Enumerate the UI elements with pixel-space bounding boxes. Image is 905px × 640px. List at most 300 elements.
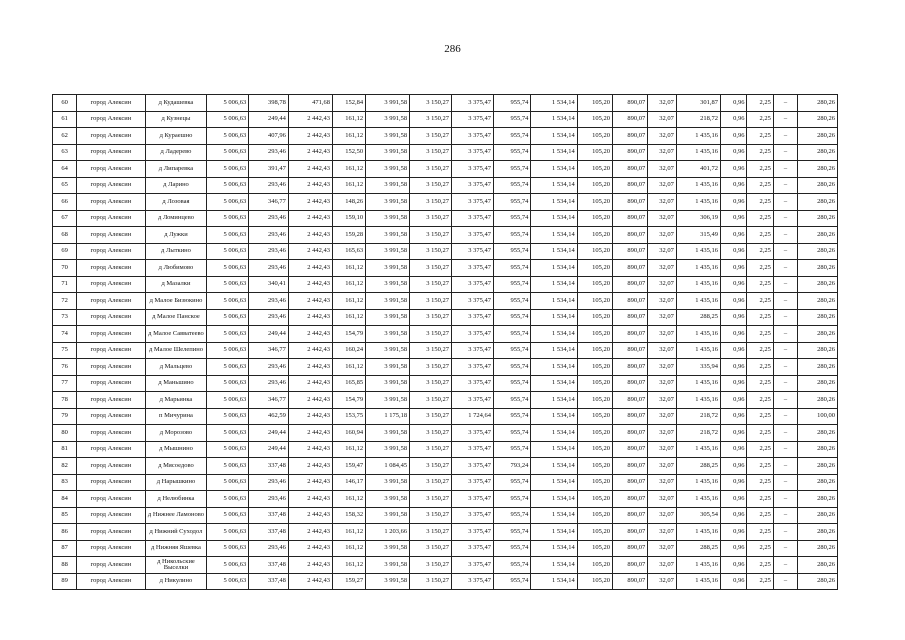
cell-col-18: 2,25 [747, 194, 773, 211]
cell-col-17: 0,96 [721, 194, 747, 211]
cell-col-20: 280,26 [798, 342, 838, 359]
cell-municipality: город Алексин [77, 392, 145, 409]
cell-col-5: 340,41 [249, 276, 289, 293]
cell-col-15: 32,07 [648, 144, 677, 161]
cell-col-12: 1 534,14 [531, 111, 577, 128]
cell-col-20: 280,26 [798, 161, 838, 178]
cell-col-18: 2,25 [747, 524, 773, 541]
cell-col-8: 3 991,58 [366, 573, 410, 590]
cell-col-8: 3 991,58 [366, 392, 410, 409]
cell-col-4: 5 006,63 [207, 227, 249, 244]
cell-col-19: – [773, 359, 797, 376]
cell-col-14: 890,07 [612, 392, 647, 409]
cell-col-10: 3 375,47 [452, 161, 494, 178]
cell-settlement: д Мальцево [145, 359, 207, 376]
cell-col-5: 249,44 [249, 425, 289, 442]
cell-col-20: 280,26 [798, 557, 838, 574]
cell-col-11: 955,74 [493, 128, 530, 145]
cell-settlement: д Ломинцево [145, 210, 207, 227]
cell-row-number: 85 [53, 507, 77, 524]
cell-col-7: 152,50 [333, 144, 366, 161]
cell-col-4: 5 006,63 [207, 458, 249, 475]
cell-col-18: 2,25 [747, 243, 773, 260]
cell-col-18: 2,25 [747, 161, 773, 178]
cell-col-10: 3 375,47 [452, 95, 494, 112]
cell-col-18: 2,25 [747, 359, 773, 376]
cell-col-17: 0,96 [721, 342, 747, 359]
cell-col-9: 3 150,27 [410, 408, 452, 425]
cell-col-7: 161,12 [333, 309, 366, 326]
cell-col-17: 0,96 [721, 573, 747, 590]
cell-col-14: 890,07 [612, 293, 647, 310]
cell-col-16: 288,25 [676, 458, 720, 475]
cell-col-7: 161,12 [333, 293, 366, 310]
cell-col-6: 2 442,43 [288, 573, 332, 590]
cell-col-14: 890,07 [612, 144, 647, 161]
cell-col-19: – [773, 342, 797, 359]
cell-col-6: 2 442,43 [288, 326, 332, 343]
cell-settlement: д Кураешно [145, 128, 207, 145]
cell-col-14: 890,07 [612, 227, 647, 244]
cell-col-20: 280,26 [798, 177, 838, 194]
cell-col-15: 32,07 [648, 276, 677, 293]
cell-municipality: город Алексин [77, 342, 145, 359]
cell-col-4: 5 006,63 [207, 375, 249, 392]
cell-col-5: 346,77 [249, 342, 289, 359]
cell-col-20: 280,26 [798, 128, 838, 145]
cell-col-5: 293,46 [249, 243, 289, 260]
cell-col-5: 346,77 [249, 194, 289, 211]
cell-municipality: город Алексин [77, 260, 145, 277]
cell-col-19: – [773, 540, 797, 557]
data-table [52, 94, 838, 590]
cell-col-5: 293,46 [249, 540, 289, 557]
cell-col-18: 2,25 [747, 144, 773, 161]
cell-municipality: город Алексин [77, 524, 145, 541]
cell-col-13: 105,20 [577, 441, 612, 458]
cell-municipality: город Алексин [77, 194, 145, 211]
cell-col-17: 0,96 [721, 227, 747, 244]
cell-col-18: 2,25 [747, 441, 773, 458]
cell-col-12: 1 534,14 [531, 309, 577, 326]
cell-col-11: 955,74 [493, 408, 530, 425]
cell-col-9: 3 150,27 [410, 177, 452, 194]
cell-col-8: 3 991,58 [366, 95, 410, 112]
cell-col-19: – [773, 375, 797, 392]
cell-col-6: 2 442,43 [288, 227, 332, 244]
cell-col-11: 955,74 [493, 144, 530, 161]
cell-col-10: 3 375,47 [452, 144, 494, 161]
cell-col-9: 3 150,27 [410, 276, 452, 293]
cell-col-9: 3 150,27 [410, 95, 452, 112]
cell-col-4: 5 006,63 [207, 260, 249, 277]
cell-col-19: – [773, 392, 797, 409]
cell-col-13: 105,20 [577, 128, 612, 145]
cell-col-6: 2 442,43 [288, 540, 332, 557]
cell-col-18: 2,25 [747, 540, 773, 557]
cell-row-number: 75 [53, 342, 77, 359]
cell-col-13: 105,20 [577, 507, 612, 524]
cell-row-number: 77 [53, 375, 77, 392]
cell-col-20: 280,26 [798, 227, 838, 244]
cell-col-20: 280,26 [798, 573, 838, 590]
cell-col-9: 3 150,27 [410, 342, 452, 359]
cell-col-20: 280,26 [798, 425, 838, 442]
cell-col-20: 280,26 [798, 111, 838, 128]
cell-col-18: 2,25 [747, 177, 773, 194]
cell-col-10: 3 375,47 [452, 540, 494, 557]
cell-col-6: 2 442,43 [288, 111, 332, 128]
table-row [53, 309, 838, 326]
cell-col-5: 337,48 [249, 524, 289, 541]
cell-col-8: 1 175,18 [366, 408, 410, 425]
cell-col-5: 293,46 [249, 210, 289, 227]
cell-settlement: д Морозово [145, 425, 207, 442]
cell-col-8: 3 991,58 [366, 507, 410, 524]
cell-row-number: 70 [53, 260, 77, 277]
cell-col-18: 2,25 [747, 95, 773, 112]
cell-row-number: 74 [53, 326, 77, 343]
table-row [53, 458, 838, 475]
cell-col-6: 471,68 [288, 95, 332, 112]
cell-col-13: 105,20 [577, 326, 612, 343]
cell-col-12: 1 534,14 [531, 557, 577, 574]
cell-col-13: 105,20 [577, 540, 612, 557]
cell-col-8: 3 991,58 [366, 491, 410, 508]
cell-col-6: 2 442,43 [288, 359, 332, 376]
cell-col-8: 3 991,58 [366, 177, 410, 194]
cell-col-18: 2,25 [747, 507, 773, 524]
cell-col-19: – [773, 210, 797, 227]
cell-col-12: 1 534,14 [531, 260, 577, 277]
cell-col-20: 280,26 [798, 507, 838, 524]
cell-col-15: 32,07 [648, 128, 677, 145]
cell-col-19: – [773, 128, 797, 145]
cell-col-12: 1 534,14 [531, 128, 577, 145]
cell-col-10: 3 375,47 [452, 425, 494, 442]
cell-col-11: 793,24 [493, 458, 530, 475]
cell-col-15: 32,07 [648, 524, 677, 541]
cell-col-7: 161,12 [333, 161, 366, 178]
cell-col-4: 5 006,63 [207, 276, 249, 293]
cell-col-20: 280,26 [798, 326, 838, 343]
cell-col-6: 2 442,43 [288, 144, 332, 161]
cell-row-number: 81 [53, 441, 77, 458]
cell-col-15: 32,07 [648, 474, 677, 491]
cell-col-13: 105,20 [577, 474, 612, 491]
cell-col-8: 3 991,58 [366, 309, 410, 326]
cell-col-12: 1 534,14 [531, 507, 577, 524]
cell-col-12: 1 534,14 [531, 276, 577, 293]
cell-col-8: 3 991,58 [366, 194, 410, 211]
cell-col-14: 890,07 [612, 260, 647, 277]
cell-col-20: 280,26 [798, 276, 838, 293]
cell-col-8: 3 991,58 [366, 375, 410, 392]
cell-col-4: 5 006,63 [207, 194, 249, 211]
cell-col-16: 1 435,16 [676, 194, 720, 211]
cell-col-6: 2 442,43 [288, 408, 332, 425]
cell-col-14: 890,07 [612, 161, 647, 178]
cell-col-9: 3 150,27 [410, 573, 452, 590]
cell-col-17: 0,96 [721, 557, 747, 574]
cell-col-16: 1 435,16 [676, 392, 720, 409]
cell-col-11: 955,74 [493, 557, 530, 574]
table-row [53, 194, 838, 211]
cell-col-13: 105,20 [577, 144, 612, 161]
cell-col-9: 3 150,27 [410, 392, 452, 409]
cell-col-9: 3 150,27 [410, 111, 452, 128]
cell-col-18: 2,25 [747, 210, 773, 227]
cell-col-7: 159,10 [333, 210, 366, 227]
cell-municipality: город Алексин [77, 359, 145, 376]
cell-settlement: д Нижняя Яшевка [145, 540, 207, 557]
cell-row-number: 86 [53, 524, 77, 541]
cell-col-7: 161,12 [333, 441, 366, 458]
cell-col-10: 3 375,47 [452, 326, 494, 343]
cell-col-5: 249,44 [249, 111, 289, 128]
cell-col-17: 0,96 [721, 408, 747, 425]
cell-col-12: 1 534,14 [531, 227, 577, 244]
cell-col-15: 32,07 [648, 111, 677, 128]
cell-col-14: 890,07 [612, 111, 647, 128]
cell-settlement: д Никулино [145, 573, 207, 590]
cell-col-14: 890,07 [612, 507, 647, 524]
cell-col-13: 105,20 [577, 111, 612, 128]
cell-row-number: 84 [53, 491, 77, 508]
cell-col-15: 32,07 [648, 326, 677, 343]
cell-col-16: 1 435,16 [676, 557, 720, 574]
cell-col-18: 2,25 [747, 111, 773, 128]
cell-col-11: 955,74 [493, 441, 530, 458]
cell-col-16: 1 435,16 [676, 260, 720, 277]
cell-col-14: 890,07 [612, 342, 647, 359]
cell-col-9: 3 150,27 [410, 227, 452, 244]
cell-col-14: 890,07 [612, 359, 647, 376]
table-row [53, 392, 838, 409]
cell-col-10: 3 375,47 [452, 227, 494, 244]
cell-col-15: 32,07 [648, 573, 677, 590]
cell-col-4: 5 006,63 [207, 359, 249, 376]
cell-col-16: 1 435,16 [676, 342, 720, 359]
table-row [53, 408, 838, 425]
cell-col-19: – [773, 95, 797, 112]
cell-col-8: 3 991,58 [366, 128, 410, 145]
cell-col-14: 890,07 [612, 177, 647, 194]
cell-col-6: 2 442,43 [288, 243, 332, 260]
cell-row-number: 80 [53, 425, 77, 442]
cell-col-6: 2 442,43 [288, 375, 332, 392]
cell-col-18: 2,25 [747, 392, 773, 409]
cell-col-5: 337,48 [249, 507, 289, 524]
cell-col-20: 280,26 [798, 260, 838, 277]
cell-col-16: 218,72 [676, 408, 720, 425]
cell-settlement: д Никольские Выселки [145, 557, 207, 574]
cell-col-4: 5 006,63 [207, 408, 249, 425]
cell-col-15: 32,07 [648, 243, 677, 260]
cell-col-4: 5 006,63 [207, 425, 249, 442]
cell-col-16: 1 435,16 [676, 474, 720, 491]
table-row [53, 177, 838, 194]
cell-row-number: 60 [53, 95, 77, 112]
cell-col-17: 0,96 [721, 111, 747, 128]
table-row [53, 441, 838, 458]
table-row [53, 491, 838, 508]
cell-col-15: 32,07 [648, 309, 677, 326]
cell-municipality: город Алексин [77, 144, 145, 161]
cell-col-17: 0,96 [721, 524, 747, 541]
cell-col-9: 3 150,27 [410, 194, 452, 211]
table-row [53, 342, 838, 359]
cell-col-14: 890,07 [612, 95, 647, 112]
cell-col-11: 955,74 [493, 507, 530, 524]
cell-col-14: 890,07 [612, 458, 647, 475]
cell-col-20: 280,26 [798, 359, 838, 376]
cell-col-7: 161,12 [333, 359, 366, 376]
cell-col-11: 955,74 [493, 111, 530, 128]
cell-col-13: 105,20 [577, 375, 612, 392]
table-row [53, 95, 838, 112]
cell-col-16: 305,54 [676, 507, 720, 524]
cell-col-10: 3 375,47 [452, 194, 494, 211]
cell-col-15: 32,07 [648, 293, 677, 310]
cell-col-12: 1 534,14 [531, 95, 577, 112]
cell-col-14: 890,07 [612, 540, 647, 557]
cell-col-14: 890,07 [612, 326, 647, 343]
cell-col-4: 5 006,63 [207, 342, 249, 359]
cell-col-12: 1 534,14 [531, 441, 577, 458]
cell-col-10: 3 375,47 [452, 243, 494, 260]
cell-col-10: 3 375,47 [452, 260, 494, 277]
cell-col-6: 2 442,43 [288, 342, 332, 359]
cell-col-5: 293,46 [249, 293, 289, 310]
cell-col-6: 2 442,43 [288, 177, 332, 194]
cell-col-20: 280,26 [798, 458, 838, 475]
cell-col-14: 890,07 [612, 408, 647, 425]
cell-col-19: – [773, 458, 797, 475]
cell-col-18: 2,25 [747, 326, 773, 343]
cell-col-10: 3 375,47 [452, 507, 494, 524]
cell-col-12: 1 534,14 [531, 144, 577, 161]
table-row [53, 540, 838, 557]
cell-col-4: 5 006,63 [207, 144, 249, 161]
cell-municipality: город Алексин [77, 491, 145, 508]
cell-col-6: 2 442,43 [288, 276, 332, 293]
cell-col-15: 32,07 [648, 210, 677, 227]
cell-col-19: – [773, 243, 797, 260]
cell-col-16: 288,25 [676, 540, 720, 557]
cell-col-7: 165,85 [333, 375, 366, 392]
cell-col-10: 3 375,47 [452, 392, 494, 409]
cell-settlement: д Любимово [145, 260, 207, 277]
cell-col-9: 3 150,27 [410, 557, 452, 574]
cell-col-11: 955,74 [493, 309, 530, 326]
cell-col-11: 955,74 [493, 474, 530, 491]
cell-col-20: 280,26 [798, 375, 838, 392]
cell-col-8: 1 084,45 [366, 458, 410, 475]
cell-col-8: 3 991,58 [366, 326, 410, 343]
table-row [53, 144, 838, 161]
cell-col-4: 5 006,63 [207, 210, 249, 227]
cell-col-5: 391,47 [249, 161, 289, 178]
cell-col-17: 0,96 [721, 392, 747, 409]
cell-col-12: 1 534,14 [531, 491, 577, 508]
cell-col-5: 293,46 [249, 227, 289, 244]
cell-col-9: 3 150,27 [410, 540, 452, 557]
cell-settlement: д Маньшино [145, 375, 207, 392]
cell-col-15: 32,07 [648, 161, 677, 178]
cell-col-11: 955,74 [493, 573, 530, 590]
cell-municipality: город Алексин [77, 243, 145, 260]
cell-col-11: 955,74 [493, 243, 530, 260]
cell-row-number: 68 [53, 227, 77, 244]
cell-col-15: 32,07 [648, 227, 677, 244]
cell-col-4: 5 006,63 [207, 111, 249, 128]
cell-col-14: 890,07 [612, 128, 647, 145]
cell-col-19: – [773, 177, 797, 194]
cell-col-12: 1 534,14 [531, 524, 577, 541]
cell-col-10: 3 375,47 [452, 474, 494, 491]
cell-col-12: 1 534,14 [531, 573, 577, 590]
cell-municipality: город Алексин [77, 408, 145, 425]
table-row [53, 276, 838, 293]
cell-col-11: 955,74 [493, 524, 530, 541]
cell-col-7: 161,12 [333, 276, 366, 293]
cell-municipality: город Алексин [77, 309, 145, 326]
cell-col-10: 3 375,47 [452, 276, 494, 293]
cell-col-17: 0,96 [721, 441, 747, 458]
cell-col-13: 105,20 [577, 359, 612, 376]
cell-col-17: 0,96 [721, 507, 747, 524]
cell-col-16: 288,25 [676, 309, 720, 326]
cell-col-9: 3 150,27 [410, 359, 452, 376]
cell-col-15: 32,07 [648, 342, 677, 359]
cell-col-13: 105,20 [577, 260, 612, 277]
cell-settlement: д Нижнее Ламоново [145, 507, 207, 524]
cell-col-13: 105,20 [577, 210, 612, 227]
cell-col-18: 2,25 [747, 408, 773, 425]
cell-col-19: – [773, 474, 797, 491]
table-row [53, 243, 838, 260]
cell-col-17: 0,96 [721, 276, 747, 293]
cell-settlement: д Липаревка [145, 161, 207, 178]
cell-col-17: 0,96 [721, 260, 747, 277]
cell-col-19: – [773, 507, 797, 524]
cell-col-20: 280,26 [798, 194, 838, 211]
cell-municipality: город Алексин [77, 210, 145, 227]
cell-settlement: д Лозовая [145, 194, 207, 211]
cell-col-18: 2,25 [747, 293, 773, 310]
cell-col-7: 165,63 [333, 243, 366, 260]
cell-col-15: 32,07 [648, 441, 677, 458]
page-number: 286 [444, 43, 461, 55]
cell-col-13: 105,20 [577, 342, 612, 359]
cell-col-6: 2 442,43 [288, 491, 332, 508]
cell-col-19: – [773, 441, 797, 458]
cell-col-5: 293,46 [249, 474, 289, 491]
cell-col-18: 2,25 [747, 458, 773, 475]
cell-col-5: 337,48 [249, 458, 289, 475]
cell-col-8: 3 991,58 [366, 293, 410, 310]
cell-municipality: город Алексин [77, 458, 145, 475]
cell-col-4: 5 006,63 [207, 491, 249, 508]
cell-col-11: 955,74 [493, 227, 530, 244]
cell-settlement: д Нелюбинка [145, 491, 207, 508]
cell-col-11: 955,74 [493, 276, 530, 293]
cell-row-number: 72 [53, 293, 77, 310]
cell-col-19: – [773, 524, 797, 541]
cell-col-19: – [773, 309, 797, 326]
cell-col-7: 161,12 [333, 111, 366, 128]
